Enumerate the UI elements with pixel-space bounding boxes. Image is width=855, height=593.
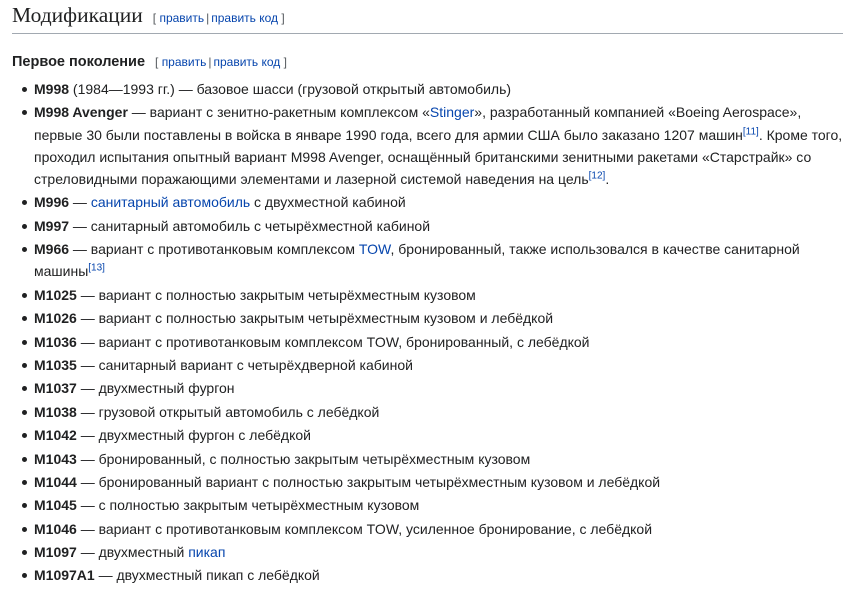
item-text: — с полностью закрытым четырёхместным кузовом xyxy=(76,497,420,514)
item-text: — двухместный пикап с лебёдкой xyxy=(94,567,320,584)
list-item xyxy=(34,424,843,446)
section-heading xyxy=(12,0,843,34)
list-item xyxy=(34,518,843,540)
model-name: M1043 xyxy=(34,450,77,467)
subsection-edit-links: [ править | править код ] xyxy=(155,55,287,69)
model-name: M997 xyxy=(34,217,70,234)
model-name: M1035 xyxy=(34,356,77,373)
list-item xyxy=(34,191,843,213)
model-name: M1045 xyxy=(34,497,77,514)
reference-link[interactable]: [11] xyxy=(742,125,759,137)
subsection-edit-code-link[interactable]: править код xyxy=(213,55,281,69)
subsection-edit-link[interactable]: править xyxy=(161,55,207,69)
model-name: M1044 xyxy=(34,473,77,490)
list-item xyxy=(34,541,843,563)
item-text: — вариант с полностью закрытым четырёхместным кузовом xyxy=(76,286,476,303)
item-text: — вариант с противотанковым комплексом TOW, бронированный, с лебёдкой xyxy=(76,333,590,350)
list-item xyxy=(34,448,843,470)
model-name: M1036 xyxy=(34,333,77,350)
model-name: M998 Avenger xyxy=(34,104,128,121)
item-link[interactable]: TOW xyxy=(358,241,391,258)
list-item xyxy=(34,354,843,376)
item-text: с двухместной кабиной xyxy=(250,194,406,211)
item-text: — двухместный фургон xyxy=(76,380,235,397)
model-name: M998 xyxy=(34,81,70,97)
item-text: — грузовой открытый автомобиль с лебёдкой xyxy=(76,403,380,420)
item-text: — двухместный xyxy=(76,544,189,561)
item-text: — санитарный вариант с четырёхдверной кабиной xyxy=(76,356,413,373)
subsection-title: Первое поколение xyxy=(12,54,146,70)
item-text: . xyxy=(605,171,610,187)
item-text: — двухместный фургон с лебёдкой xyxy=(76,427,311,444)
model-name: M1037 xyxy=(34,380,77,397)
modifications-list xyxy=(12,78,843,587)
section-title: Модификации xyxy=(12,3,143,27)
item-text: . Кроме того, проходил испытания опытный вариант M998 Avenger, оснащённый британскими зенитными ракетами «Старстрайк» со стреловидными поражающими элементами и лазерной системой наведения на цель xyxy=(34,126,843,187)
model-name: M1026 xyxy=(34,310,77,327)
model-name: M1038 xyxy=(34,403,77,420)
list-item xyxy=(34,471,843,493)
model-name: M1025 xyxy=(34,286,77,303)
item-text: — бронированный вариант с полностью закрытым четырёхместным кузовом и лебёдкой xyxy=(76,473,661,490)
list-item xyxy=(34,238,843,282)
section-edit-link[interactable]: править xyxy=(159,11,205,25)
reference-link[interactable]: [12] xyxy=(588,170,606,182)
item-text: — вариант с противотанковым комплексом xyxy=(69,241,359,258)
item-text: — санитарный автомобиль с четырёхместной кабиной xyxy=(69,217,431,234)
model-name: M1042 xyxy=(34,427,77,444)
model-name: M1097 xyxy=(34,544,77,561)
list-item xyxy=(34,377,843,399)
list-item xyxy=(34,284,843,306)
list-item xyxy=(34,564,843,586)
reference-link[interactable]: [13] xyxy=(88,262,105,274)
list-item xyxy=(34,78,843,100)
model-name: M996 xyxy=(34,194,70,211)
item-link[interactable]: пикап xyxy=(188,544,226,561)
item-text: — вариант с полностью закрытым четырёхместным кузовом и лебёдкой xyxy=(76,310,554,327)
list-item xyxy=(34,101,843,190)
item-link[interactable]: Stinger xyxy=(429,104,475,121)
subsection-heading xyxy=(12,51,843,73)
model-name: M1097A1 xyxy=(34,567,95,584)
item-text: — вариант с зенитно-ракетным комплексом « xyxy=(127,104,430,121)
list-item xyxy=(34,307,843,329)
item-text: », разработанный компанией «Boeing Aerospace», первые 30 были поставлены в войска в январе 1990 года, всего для армии США было заказано 1207 машин xyxy=(34,104,802,143)
list-item xyxy=(34,331,843,353)
section-edit-links: [ править | править код ] xyxy=(152,11,285,25)
section-edit-code-link[interactable]: править код xyxy=(211,11,279,25)
item-text: — вариант с противотанковым комплексом TOW, усиленное бронирование, с лебёдкой xyxy=(76,520,653,537)
list-item xyxy=(34,215,843,237)
item-text: , бронированный, также использовался в качестве санитарной машины xyxy=(34,241,800,280)
item-text: — xyxy=(69,194,91,211)
list-item xyxy=(34,401,843,423)
model-name: M966 xyxy=(34,241,70,258)
list-item xyxy=(34,494,843,516)
model-name: M1046 xyxy=(34,520,77,537)
item-text: (1984—1993 гг.) — базовое шасси (грузовой открытый автомобиль) xyxy=(69,81,512,97)
item-text: — бронированный, с полностью закрытым четырёхместным кузовом xyxy=(76,450,531,467)
item-link[interactable]: санитарный автомобиль xyxy=(90,194,251,211)
